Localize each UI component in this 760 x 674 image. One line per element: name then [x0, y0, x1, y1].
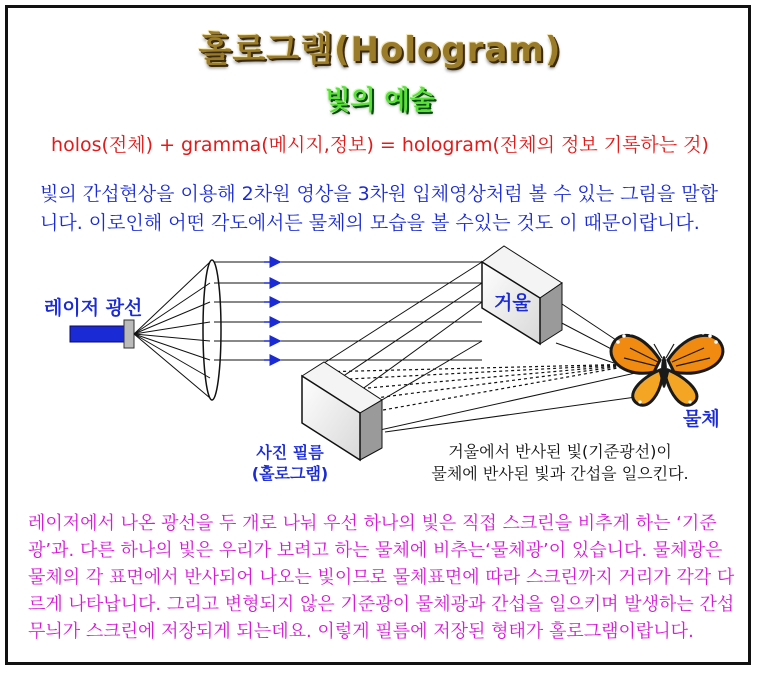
- collimated-rays: [214, 262, 482, 360]
- object-light-solid: [380, 372, 650, 432]
- etymology-formula: holos(전체) + gramma(메시지,정보) = hologram(전체의 정보 기록하는 것): [51, 134, 709, 156]
- lens: [203, 260, 221, 400]
- film-label-line2: (홀로그램): [251, 464, 329, 483]
- film-label: [230, 442, 350, 484]
- explanation-paragraph: 레이저에서 나온 광선을 두 개로 나눠 우선 하나의 빛은 직접 스크린을 비추게 하는 ‘기준광’과. 다른 하나의 빛은 우리가 보려고 하는 물체에 비추는‘물체광’이 있습니다. 물체광은 물체의 각 표면에서 반사되어 나오는 빛이므로 물체표면에 따라 스크린까지 거리가 각각 다르게 나타납니다. 그리고 변형되지 않은 기준광이 물체광과 간섭을 일으키며 발생하는 간섭무늬가 스크린에 저장되게 되는데요. 이렇게 필름에 저장된 형태가 홀로그램이랍니다.: [28, 513, 735, 642]
- ray-arrows: [264, 262, 280, 360]
- page-title: 홀로그램(Hologram): [198, 30, 562, 70]
- mirror-label: 거울: [494, 292, 531, 314]
- laser-source: [70, 326, 124, 342]
- diverging-rays: [134, 262, 210, 398]
- butterfly-object: [611, 331, 723, 405]
- laser-label: 레이저 광선: [44, 297, 143, 319]
- object-label: 물체: [683, 408, 720, 430]
- page-subtitle: 빛의 예술: [325, 86, 435, 116]
- laser-aperture: [124, 320, 134, 348]
- diagram-caption: [395, 441, 725, 485]
- intro-paragraph: 빛의 간섭현상을 이용해 2차원 영상을 3차원 입체영상처럼 볼 수 있는 그림을 말합니다. 이로인해 어떤 각도에서든 물체의 모습을 볼 수있는 것도 이 때문이랍니다.: [40, 183, 718, 234]
- film-label-line1: 사진 필름: [256, 443, 324, 462]
- caption-line2: 물체에 반사된 빛과 간섭을 일으킨다.: [431, 464, 689, 483]
- caption-line1: 거울에서 반사된 빛(기준광선)이: [448, 442, 672, 461]
